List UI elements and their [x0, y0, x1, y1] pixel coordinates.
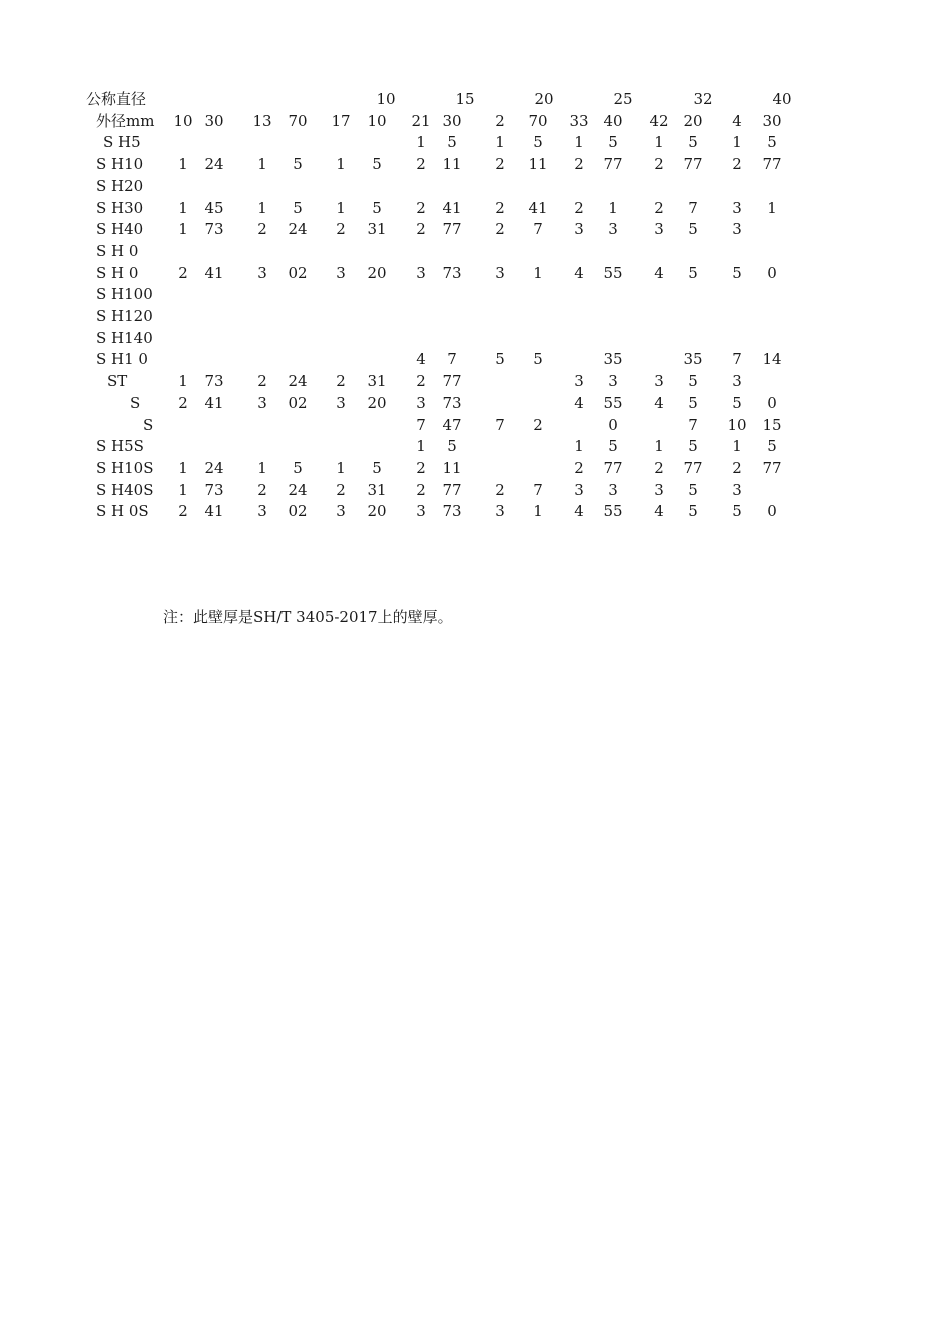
- table-cell: 77: [442, 480, 462, 499]
- table-cell: 2: [495, 198, 505, 217]
- table-cell: 2: [336, 480, 346, 499]
- table-cell: 4: [654, 263, 664, 282]
- table-cell: 3: [654, 480, 664, 499]
- table-cell: 10: [367, 111, 387, 130]
- table-cell: 3: [654, 372, 664, 391]
- table-cell: 1: [574, 133, 584, 152]
- table-cell: 55: [603, 502, 623, 521]
- table-row: [0, 500, 950, 522]
- row-label: S H30: [96, 198, 144, 217]
- table-cell: 1: [178, 372, 188, 391]
- table-cell: 20: [534, 90, 554, 108]
- table-cell: 40: [603, 111, 623, 130]
- table-cell: 3: [416, 502, 426, 521]
- table-cell: 3: [257, 263, 267, 282]
- table-cell: 77: [603, 155, 623, 174]
- table-cell: 41: [204, 263, 224, 282]
- table-cell: 1: [533, 263, 543, 282]
- table-cell: 73: [442, 263, 462, 282]
- table-cell: 2: [178, 502, 188, 521]
- table-cell: 15: [455, 90, 475, 108]
- table-cell: 3: [416, 393, 426, 412]
- table-cell: 5: [732, 393, 742, 412]
- table-cell: 4: [574, 393, 584, 412]
- row-label: S H5: [103, 133, 141, 152]
- table-cell: 2: [178, 263, 188, 282]
- table-row: [0, 240, 950, 262]
- table-row: [0, 327, 950, 349]
- table-cell: 2: [178, 393, 188, 412]
- row-label: S H10S: [96, 458, 154, 477]
- table-cell: 2: [416, 458, 426, 477]
- table-row: [0, 88, 950, 110]
- table-cell: 2: [257, 480, 267, 499]
- table-cell: 73: [442, 502, 462, 521]
- row-label: S H 0S: [96, 502, 149, 521]
- table-cell: 24: [204, 458, 224, 477]
- table-row: [0, 435, 950, 457]
- table-cell: 2: [336, 372, 346, 391]
- table-cell: 5: [688, 480, 698, 499]
- table-cell: 2: [336, 220, 346, 239]
- table-cell: 14: [762, 350, 782, 369]
- table-cell: 31: [367, 220, 387, 239]
- table-cell: 7: [688, 415, 698, 434]
- table-cell: 2: [257, 220, 267, 239]
- table-cell: 45: [204, 198, 224, 217]
- table-cell: 1: [178, 198, 188, 217]
- table-cell: 70: [288, 111, 308, 130]
- table-cell: 2: [654, 198, 664, 217]
- table-cell: 0: [767, 502, 777, 521]
- table-cell: 24: [288, 480, 308, 499]
- table-cell: 5: [688, 220, 698, 239]
- table-cell: 20: [367, 393, 387, 412]
- table-cell: 3: [336, 502, 346, 521]
- table-cell: 3: [608, 220, 618, 239]
- table-cell: 1: [336, 198, 346, 217]
- table-row: [0, 414, 950, 436]
- table-cell: 17: [331, 111, 351, 130]
- table-cell: 11: [442, 458, 462, 477]
- table-cell: 5: [293, 458, 303, 477]
- table-cell: 3: [495, 502, 505, 521]
- table-cell: 5: [688, 437, 698, 456]
- table-cell: 7: [416, 415, 426, 434]
- row-label: S: [143, 415, 154, 434]
- table-cell: 5: [732, 502, 742, 521]
- table-cell: 3: [416, 263, 426, 282]
- table-cell: 3: [608, 480, 618, 499]
- table-cell: 2: [416, 198, 426, 217]
- table-cell: 24: [288, 372, 308, 391]
- table-cell: 7: [447, 350, 457, 369]
- table-cell: 1: [257, 198, 267, 217]
- table-cell: 4: [654, 393, 664, 412]
- table-cell: 3: [574, 372, 584, 391]
- table-cell: 5: [372, 198, 382, 217]
- table-cell: 20: [367, 263, 387, 282]
- table-cell: 2: [495, 220, 505, 239]
- table-cell: 5: [688, 263, 698, 282]
- row-label: S H120: [96, 307, 153, 325]
- table-cell: 5: [293, 198, 303, 217]
- table-cell: 2: [574, 155, 584, 174]
- table-cell: 4: [574, 263, 584, 282]
- table-cell: 41: [442, 198, 462, 217]
- table-cell: 77: [442, 220, 462, 239]
- table-cell: 10: [173, 111, 193, 130]
- table-cell: 3: [336, 263, 346, 282]
- table-cell: 41: [528, 198, 548, 217]
- table-cell: 7: [688, 198, 698, 217]
- table-cell: 40: [772, 90, 792, 108]
- table-cell: 4: [574, 502, 584, 521]
- table-row: [0, 305, 950, 327]
- table-cell: 11: [442, 155, 462, 174]
- table-cell: 70: [528, 111, 548, 130]
- table-cell: 21: [411, 111, 431, 130]
- row-label: S H1 0: [96, 350, 148, 369]
- table-cell: 5: [533, 133, 543, 152]
- table-cell: 2: [495, 111, 505, 130]
- table-cell: 25: [613, 90, 633, 108]
- table-cell: 02: [288, 263, 308, 282]
- table-cell: 42: [649, 111, 669, 130]
- row-label: 公称直径: [86, 90, 147, 108]
- table-cell: 5: [372, 155, 382, 174]
- table-cell: 31: [367, 372, 387, 391]
- table-cell: 1: [336, 155, 346, 174]
- row-label: S: [130, 393, 141, 412]
- table-cell: 3: [608, 372, 618, 391]
- table-cell: 5: [688, 372, 698, 391]
- table-row: [0, 218, 950, 240]
- table-cell: 1: [178, 220, 188, 239]
- table-cell: 3: [732, 480, 742, 499]
- table-cell: 3: [732, 372, 742, 391]
- table-cell: 5: [732, 263, 742, 282]
- table-cell: 20: [367, 502, 387, 521]
- table-cell: 30: [762, 111, 782, 130]
- table-cell: 1: [178, 480, 188, 499]
- row-label: S H10: [96, 155, 144, 174]
- table-cell: 4: [654, 502, 664, 521]
- table-cell: 77: [762, 458, 782, 477]
- table-cell: 5: [495, 350, 505, 369]
- table-cell: 35: [683, 350, 703, 369]
- table-cell: 30: [442, 111, 462, 130]
- table-cell: 10: [376, 90, 396, 108]
- table-cell: 2: [732, 155, 742, 174]
- table-cell: 47: [442, 415, 462, 434]
- table-cell: 73: [204, 480, 224, 499]
- table-cell: 7: [495, 415, 505, 434]
- table-cell: 10: [727, 415, 747, 434]
- table-cell: 5: [372, 458, 382, 477]
- table-cell: 5: [767, 437, 777, 456]
- row-label: S H40S: [96, 480, 154, 499]
- table-cell: 1: [257, 458, 267, 477]
- table-row: [0, 283, 950, 305]
- table-cell: 3: [495, 263, 505, 282]
- table-cell: 1: [608, 198, 618, 217]
- table-cell: 11: [528, 155, 548, 174]
- table-row: [0, 370, 950, 392]
- table-cell: 1: [178, 155, 188, 174]
- footnote: 注：此壁厚是SH/T 3405-2017上的壁厚。: [163, 608, 453, 626]
- table-row: [0, 197, 950, 219]
- table-cell: 3: [257, 393, 267, 412]
- table-cell: 1: [336, 458, 346, 477]
- row-label: 外径mm: [96, 111, 155, 130]
- table-cell: 15: [762, 415, 782, 434]
- table-cell: 1: [416, 437, 426, 456]
- table-row: [0, 479, 950, 501]
- table-cell: 3: [732, 198, 742, 217]
- row-label: S H100: [96, 285, 153, 304]
- table-cell: 4: [416, 350, 426, 369]
- table-cell: 0: [767, 263, 777, 282]
- table-cell: 0: [608, 415, 618, 434]
- table-row: [0, 153, 950, 175]
- table-cell: 41: [204, 502, 224, 521]
- table-cell: 73: [204, 220, 224, 239]
- table-cell: 5: [447, 437, 457, 456]
- table-cell: 1: [533, 502, 543, 521]
- table-cell: 3: [654, 220, 664, 239]
- table-cell: 32: [693, 90, 713, 108]
- table-cell: 5: [533, 350, 543, 369]
- table-cell: 7: [732, 350, 742, 369]
- table-cell: 77: [683, 155, 703, 174]
- table-cell: 77: [442, 372, 462, 391]
- table-cell: 2: [654, 155, 664, 174]
- table-row: [0, 392, 950, 414]
- table-cell: 3: [574, 480, 584, 499]
- table-cell: 3: [574, 220, 584, 239]
- table-cell: 1: [495, 133, 505, 152]
- table-cell: 73: [442, 393, 462, 412]
- table-cell: 0: [767, 393, 777, 412]
- table-cell: 2: [257, 372, 267, 391]
- table-row: [0, 175, 950, 197]
- table-cell: 2: [654, 458, 664, 477]
- table-cell: 13: [252, 111, 272, 130]
- table-cell: 31: [367, 480, 387, 499]
- table-cell: 7: [533, 480, 543, 499]
- table-cell: 1: [732, 133, 742, 152]
- table-cell: 1: [178, 458, 188, 477]
- table-cell: 1: [654, 133, 664, 152]
- row-label: ST: [107, 372, 128, 391]
- table-cell: 2: [495, 480, 505, 499]
- table-cell: 24: [204, 155, 224, 174]
- table-cell: 7: [533, 220, 543, 239]
- table-cell: 5: [688, 133, 698, 152]
- table-cell: 2: [732, 458, 742, 477]
- table-cell: 5: [767, 133, 777, 152]
- row-label: S H 0: [96, 241, 139, 260]
- table-cell: 1: [654, 437, 664, 456]
- table-cell: 77: [683, 458, 703, 477]
- table-cell: 2: [416, 480, 426, 499]
- table-cell: 41: [204, 393, 224, 412]
- table-cell: 5: [688, 393, 698, 412]
- table-cell: 5: [293, 155, 303, 174]
- table-cell: 2: [574, 458, 584, 477]
- table-row: [0, 131, 950, 153]
- table-row: [0, 457, 950, 479]
- table-cell: 5: [608, 133, 618, 152]
- table-cell: 77: [603, 458, 623, 477]
- table-cell: 1: [257, 155, 267, 174]
- table-cell: 2: [495, 155, 505, 174]
- table-cell: 55: [603, 263, 623, 282]
- table-cell: 5: [608, 437, 618, 456]
- row-label: S H 0: [96, 263, 139, 282]
- row-label: S H5S: [96, 437, 144, 456]
- table-cell: 73: [204, 372, 224, 391]
- table-cell: 02: [288, 393, 308, 412]
- table-cell: 02: [288, 502, 308, 521]
- table-cell: 1: [732, 437, 742, 456]
- table-cell: 1: [574, 437, 584, 456]
- table-row: [0, 348, 950, 370]
- table-cell: 5: [447, 133, 457, 152]
- table-cell: 5: [688, 502, 698, 521]
- table-cell: 30: [204, 111, 224, 130]
- row-label: S H140: [96, 328, 153, 347]
- table-cell: 1: [767, 198, 777, 217]
- table-cell: 35: [603, 350, 623, 369]
- table-cell: 55: [603, 393, 623, 412]
- table-cell: 3: [257, 502, 267, 521]
- table-cell: 2: [533, 415, 543, 434]
- table-cell: 2: [574, 198, 584, 217]
- table-cell: 20: [683, 111, 703, 130]
- table-cell: 33: [569, 111, 589, 130]
- table-cell: 4: [732, 111, 742, 130]
- row-label: S H20: [96, 176, 144, 195]
- table-cell: 24: [288, 220, 308, 239]
- table-cell: 2: [416, 220, 426, 239]
- table-cell: 3: [732, 220, 742, 239]
- table-cell: 2: [416, 155, 426, 174]
- table-cell: 77: [762, 155, 782, 174]
- table-cell: 3: [336, 393, 346, 412]
- table-cell: 1: [416, 133, 426, 152]
- table-cell: 2: [416, 372, 426, 391]
- table-row: [0, 110, 950, 132]
- row-label: S H40: [96, 220, 144, 239]
- table-row: [0, 262, 950, 284]
